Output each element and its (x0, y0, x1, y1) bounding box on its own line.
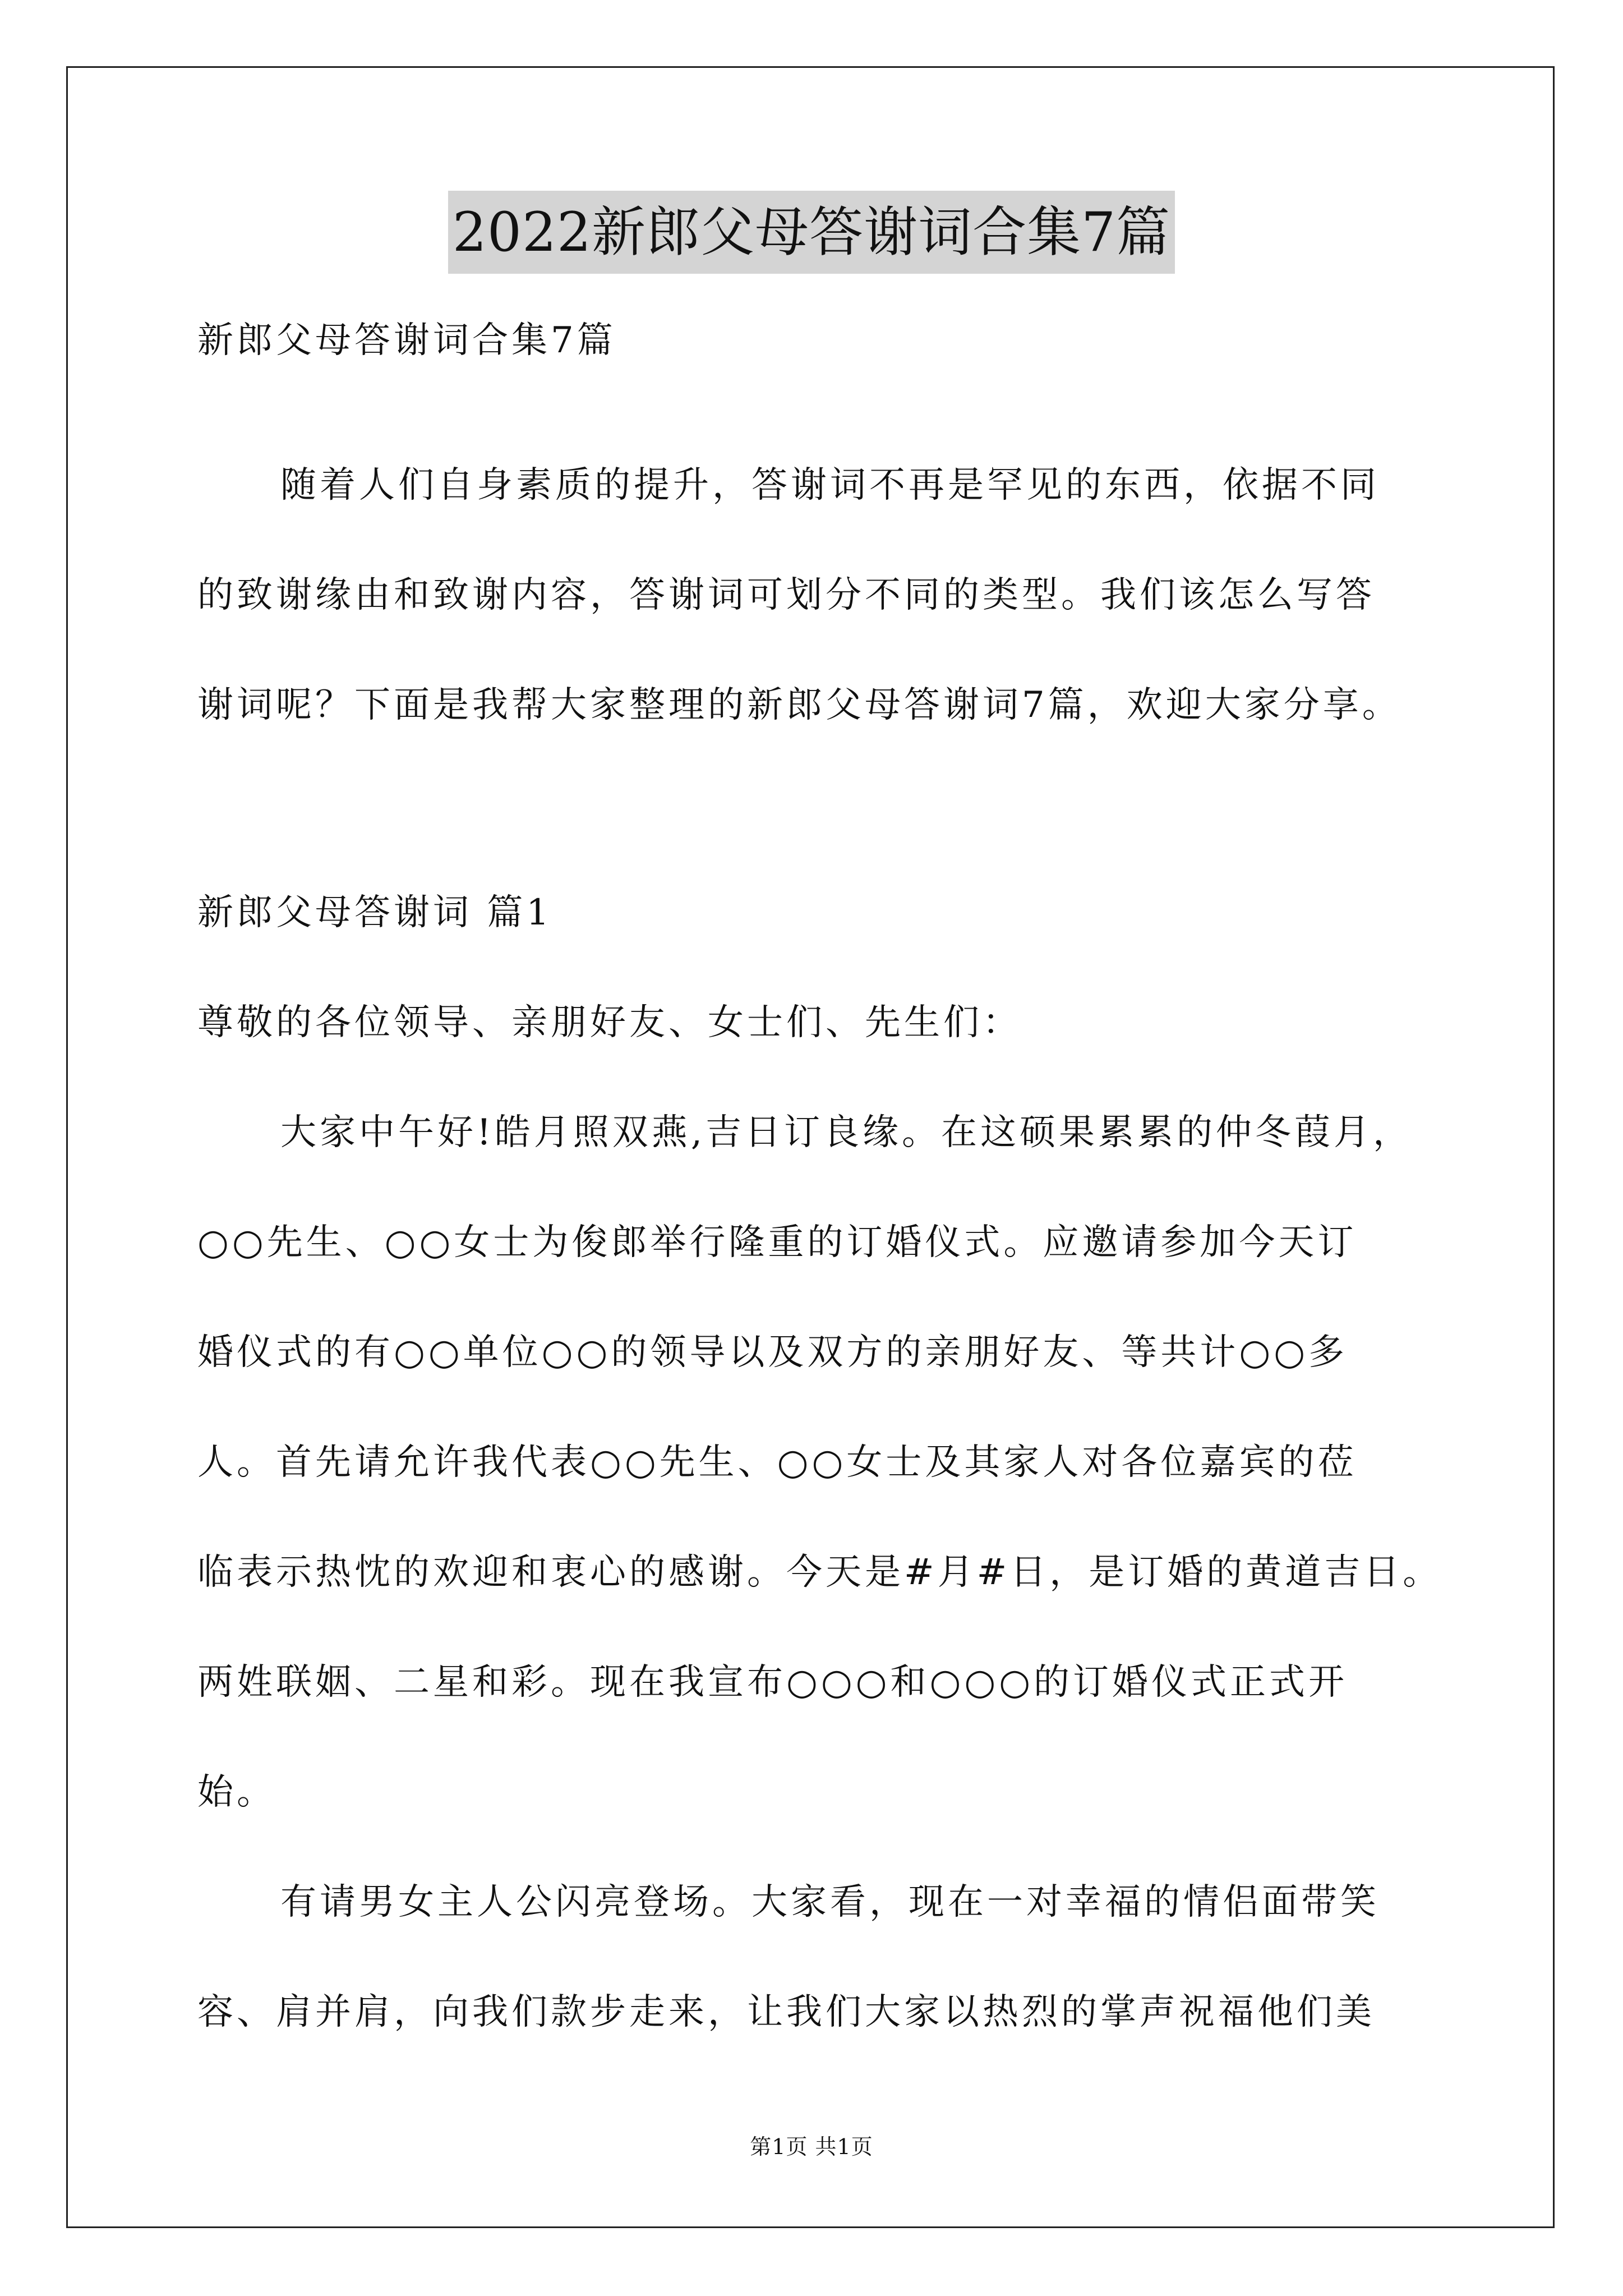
page-number: 第1页 共1页 (750, 2134, 873, 2159)
title-container (0, 191, 1623, 274)
paragraph1-line-7: 始。 (197, 1772, 276, 1813)
paragraph2-line-2: 容、肩并肩，向我们款步走来，让我们大家以热烈的掌声祝福他们美 (197, 1991, 1375, 2033)
paragraph1-line-2: ○○先生、○○女士为俊郎举行隆重的订婚仪式。应邀请参加今天订 (197, 1222, 1357, 1263)
paragraph1-line-1: 大家中午好!皓月照双燕,吉日订良缘。在这硕果累累的仲冬葭月， (280, 1112, 1413, 1153)
intro-line-3: 谢词呢？下面是我帮大家整理的新郎父母答谢词7篇，欢迎大家分享。 (197, 684, 1401, 726)
intro-line-1: 随着人们自身素质的提升，答谢词不再是罕见的东西，依据不同 (280, 464, 1380, 506)
intro-line-2: 的致谢缘由和致谢内容，答谢词可划分不同的类型。我们该怎么写答 (197, 574, 1375, 616)
paragraph2-line-1: 有请男女主人公闪亮登场。大家看，现在一对幸福的情侣面带笑 (280, 1881, 1380, 1923)
paragraph1-line-4: 人。首先请允许我代表○○先生、○○女士及其家人对各位嘉宾的莅 (197, 1442, 1357, 1483)
paragraph1-line-3: 婚仪式的有○○单位○○的领导以及双方的亲朋好友、等共计○○多 (197, 1332, 1348, 1373)
document-subtitle: 新郎父母答谢词合集7篇 (197, 320, 616, 361)
salutation: 尊敬的各位领导、亲朋好友、女士们、先生们： (197, 1002, 1022, 1043)
paragraph1-line-6: 两姓联姻、二星和彩。现在我宣布○○○和○○○的订婚仪式正式开 (197, 1662, 1348, 1703)
page-footer (0, 2132, 1623, 2162)
paragraph1-line-5: 临表示热忱的欢迎和衷心的感谢。今天是#月#日，是订婚的黄道吉日。 (197, 1552, 1442, 1593)
section-heading: 新郎父母答谢词 篇1 (197, 892, 553, 933)
document-title: 2022新郎父母答谢词合集7篇 (448, 191, 1175, 274)
